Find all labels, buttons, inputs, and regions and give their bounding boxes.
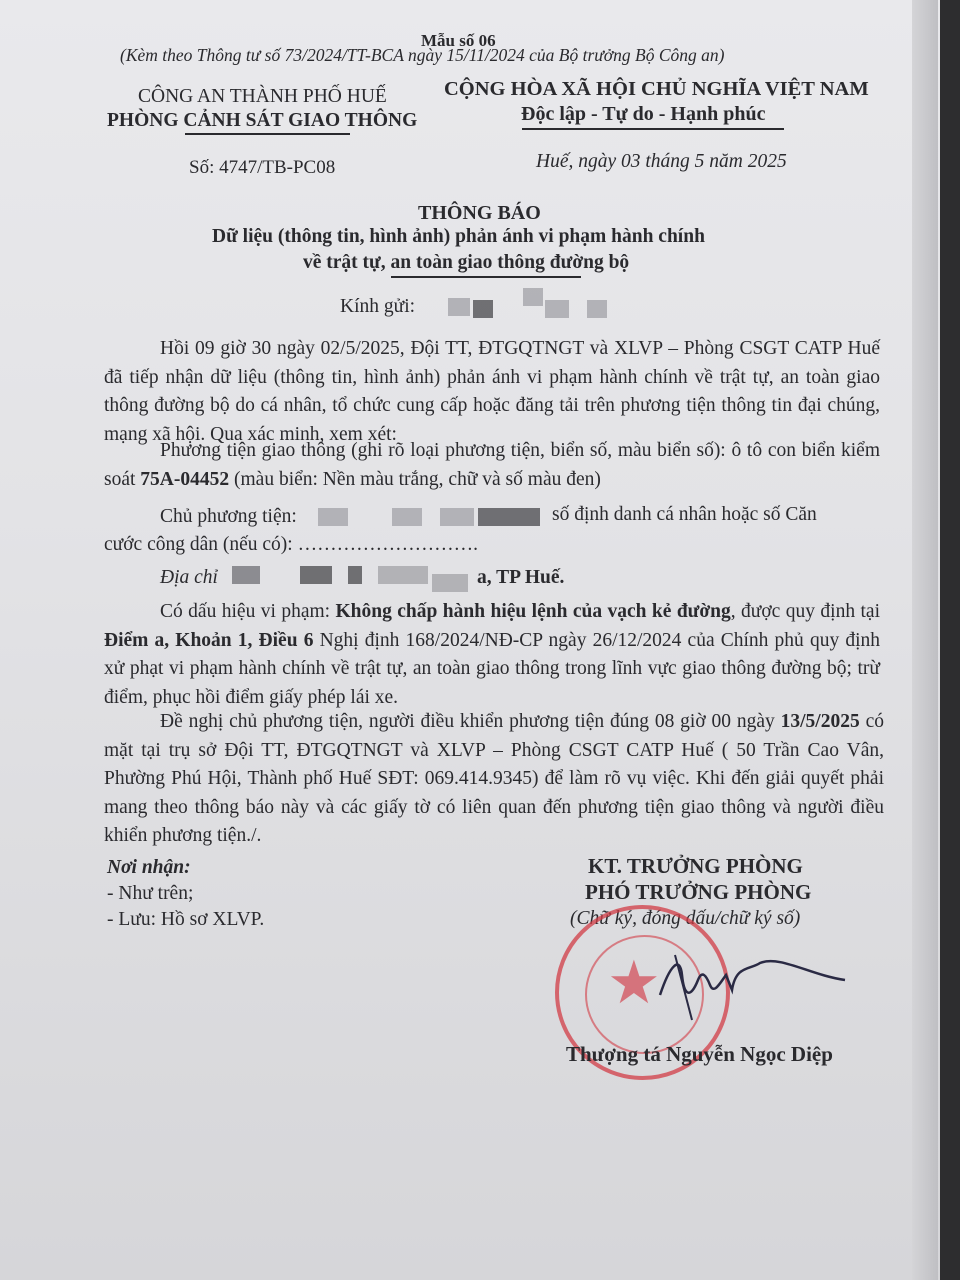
appointment-date: 13/5/2025 — [780, 711, 860, 732]
signature-line-1: KT. TRƯỞNG PHÒNG — [588, 854, 803, 878]
nation-name: CỘNG HÒA XÃ HỘI CHỦ NGHĨA VIỆT NAM — [444, 78, 869, 100]
title-underline — [391, 276, 581, 278]
notice-title: THÔNG BÁO — [418, 202, 541, 224]
redacted-address — [300, 566, 332, 584]
paragraph-request: Đề nghị chủ phương tiện, người điều khiển phương tiện đúng 08 giờ 00 ngày 13/5/2025 có mặt tại trụ sở Đội TT, ĐTGQTNGT và XLVP – Phòng CSGT CATP Huế ( 50 Trần Cao Vân, Phường Phú Hội, Thành phố Huế SĐT: 069.414.9345) để làm rõ vụ việc. Khi đến giải quyết phải mang theo thông báo này và các giấy tờ có liên quan đến phương tiện giao thông và người điều khiển phương tiện./. — [104, 711, 884, 847]
recipient-label: Kính gửi: — [340, 296, 416, 317]
paragraph-vehicle: Phương tiện giao thông (ghi rõ loại phương tiện, biển số, màu biển số): ô tô con biển kiểm soát 75A-04452 (màu biển: Nền màu trắng, chữ và số màu đen) — [104, 440, 880, 490]
form-title: Mẫu số 06 — [421, 31, 496, 50]
redacted-owner — [318, 508, 348, 526]
redacted-address — [378, 566, 428, 584]
redacted-recipient — [448, 298, 470, 316]
signature-note: (Chữ ký, đóng dấu/chữ ký số) — [570, 908, 801, 929]
agency-underline — [185, 133, 350, 135]
redacted-owner — [392, 508, 422, 526]
redacted-recipient — [473, 300, 493, 318]
redacted-owner — [440, 508, 474, 526]
redacted-address — [348, 566, 362, 584]
owner-id-text: số định danh cá nhân hoặc số Căn — [552, 504, 817, 525]
paragraph-violation: Có dấu hiệu vi phạm: Không chấp hành hiệu lệnh của vạch kẻ đường, được quy định tại Điểm a, Khoản 1, Điều 6 Nghị định 168/2024/NĐ-CP ngày 26/12/2024 của Chính phủ quy định xử phạt vi phạm hành chính về trật tự, an toàn giao thông trong lĩnh vực giao thông đường bộ; trừ điểm, phục hồi điểm giấy phép lái xe. — [104, 601, 880, 708]
violation-text: Không chấp hành hiệu lệnh của vạch kẻ đường — [335, 601, 731, 622]
signer-name: Thượng tá Nguyễn Ngọc Diệp — [566, 1042, 833, 1066]
motto: Độc lập - Tự do - Hạnh phúc — [521, 103, 766, 125]
owner-label: Chủ phương tiện: — [160, 506, 297, 527]
paragraph-received: Hồi 09 giờ 30 ngày 02/5/2025, Đội TT, ĐTGQTNGT và XLVP – Phòng CSGT CATP Huế đã tiếp nhận dữ liệu (thông tin, hình ảnh) phản ánh vi phạm hành chính về trật tự, an toàn giao thông đường bộ do cá nhân, tổ chức cung cấp hoặc đăng tải trên phương tiện thông tin đại chúng, mạng xã hội. Qua xác minh, xem xét: — [104, 338, 880, 445]
notice-subtitle-2: về trật tự, an toàn giao thông đường bộ — [303, 252, 630, 273]
recipients-item-1: - Như trên; — [107, 883, 194, 904]
official-seal: ★ — [555, 905, 730, 1080]
recipients-label: Nơi nhận: — [107, 857, 191, 878]
license-plate: 75A-04452 — [140, 468, 230, 490]
redacted-recipient — [545, 300, 569, 318]
owner-id-line: cước công dân (nếu có): ………………………. — [104, 534, 478, 555]
redacted-recipient — [523, 288, 543, 306]
agency-name: PHÒNG CẢNH SÁT GIAO THÔNG — [107, 110, 418, 131]
address-tail: a, TP Huế. — [477, 567, 565, 588]
signature-line-2: PHÓ TRƯỞNG PHÒNG — [585, 880, 812, 904]
redacted-owner — [478, 508, 540, 526]
document-number: Số: 4747/TB-PC08 — [189, 157, 336, 178]
redacted-address — [232, 566, 260, 584]
notice-subtitle-1: Dữ liệu (thông tin, hình ảnh) phản ánh vi phạm hành chính — [212, 226, 705, 247]
handwritten-signature — [640, 945, 850, 1025]
redacted-address — [432, 574, 468, 592]
agency-parent: CÔNG AN THÀNH PHỐ HUẾ — [138, 86, 387, 107]
paper-edge — [912, 0, 938, 1280]
form-note: (Kèm theo Thông tư số 73/2024/TT-BCA ngày 15/11/2024 của Bộ trưởng Bộ Công an) — [120, 45, 725, 65]
document-date: Huế, ngày 03 tháng 5 năm 2025 — [536, 151, 787, 172]
motto-underline — [522, 128, 784, 130]
background-edge — [940, 0, 960, 1280]
violation-clause: Điểm a, Khoản 1, Điều 6 — [104, 629, 314, 651]
address-label: Địa chỉ — [160, 567, 218, 588]
recipients-item-2: - Lưu: Hồ sơ XLVP. — [107, 909, 265, 930]
redacted-recipient — [587, 300, 607, 318]
